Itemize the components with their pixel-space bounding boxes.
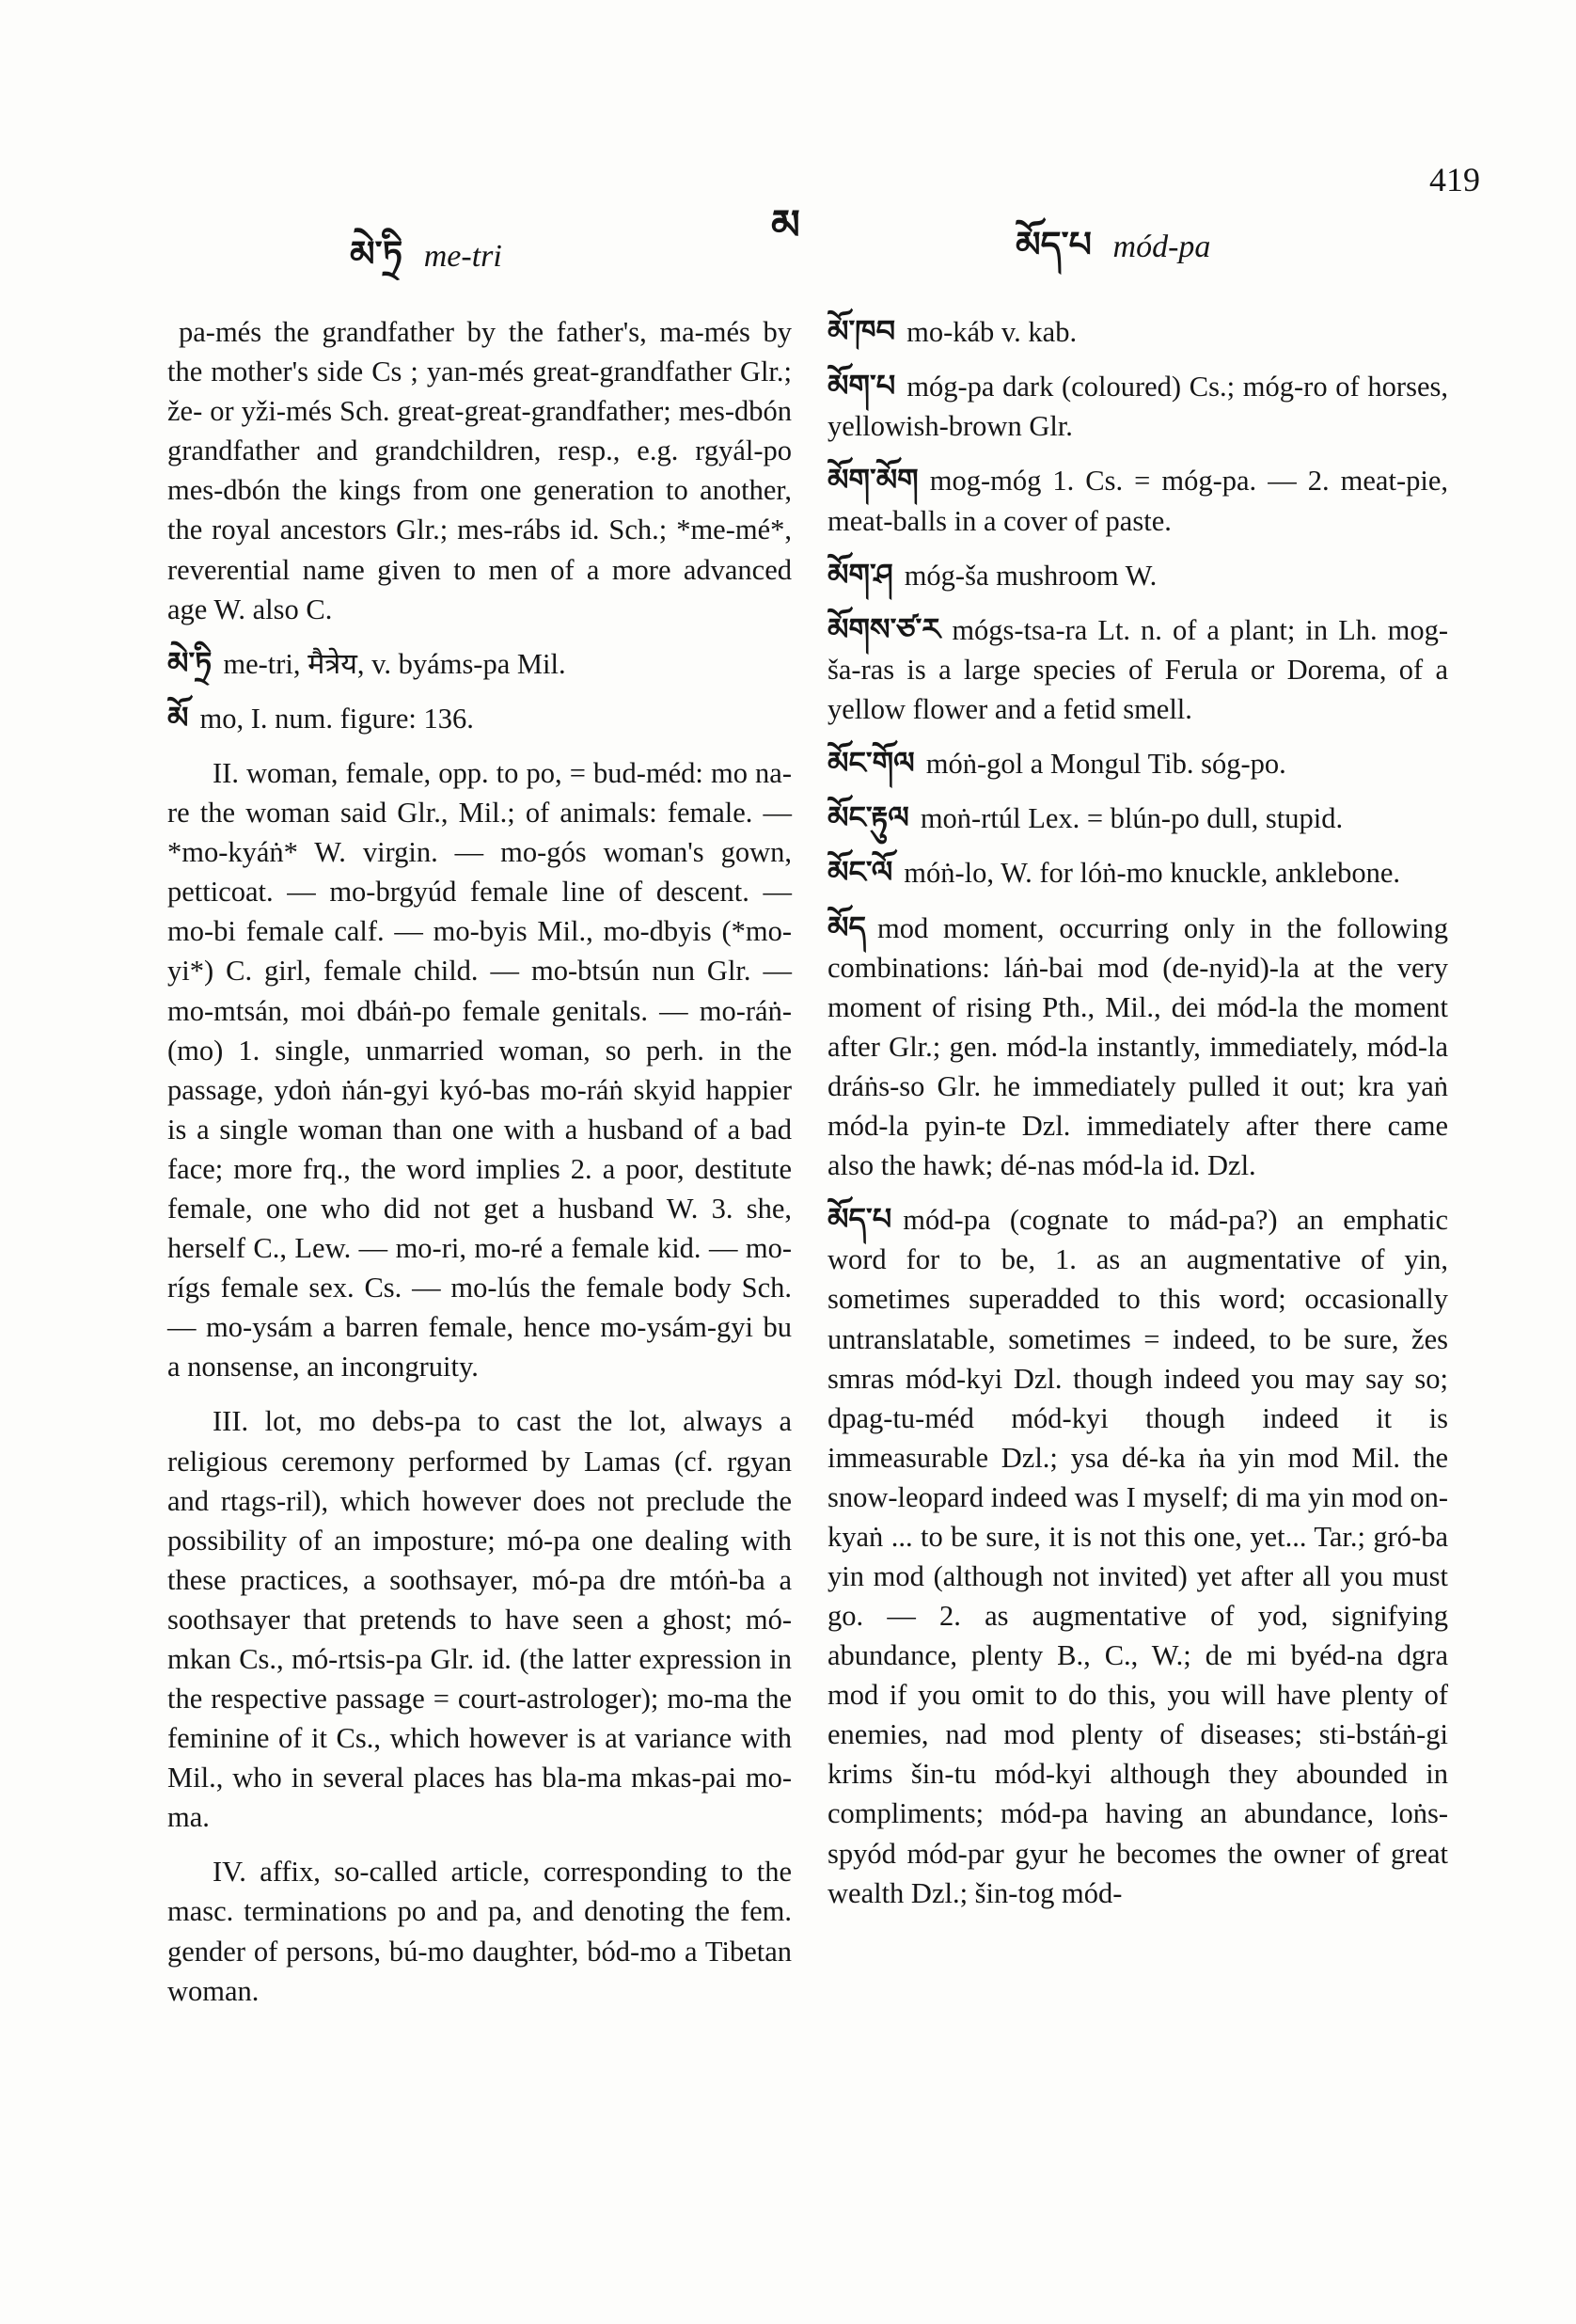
running-head-left <box>350 214 502 315</box>
entry-headword: མོག་ཤ <box>827 556 893 593</box>
entry-paragraph <box>827 907 1448 1186</box>
entry-paragraph <box>827 310 1448 352</box>
entry-text: III. lot, mo debs-pa to cast the lot, always a religious ceremony performed by Lamas (cf. rgyan and rtags-ril), which however does not preclude the possibility of an imposture; mó-pa one dealing with these practices, a soothsayer, mó-pa dre mtóṅ-ba a soothsayer that pretends to have seen a ghost; mó-mkan Cs., mó-rtsis-pa Glr. id. (the latter expression in the respective passage = court-astrologer); mo-ma the feminine of it Cs., which however is at variance with Mil., who in several places has bla-ma mkas-pai mo-ma. <box>167 1405 792 1834</box>
entry-text: mód-pa (cognate to mád-pa?) an emphatic word for to be, 1. as an augmentative of yin, sometimes superadded to this word; occasionally untranslatable, sometimes = indeed, to be sure, žes smras mód-kyi Dzl. though indeed you may say so; dpag-tu-méd mód-kyi though indeed it is immeasurable Dzl.; ysa dé-ka ṅa yin mod Mil. the snow-leopard indeed was I myself; di ma yin mod on-kyaṅ ... to be sure, it is not this one, yet... Tar.; gró-ba yin mod (although not invited) yet after all you must go. — 2. as augmentative of yod, signifying abundance, plenty B., C., W.; de mi byéd-na dgra mod if you omit to do this, you will have plenty of enemies, nad mod plenty of diseases; sti-bstáṅ-gi krims šin-tu mód-kyi although they abounded in compliments; mód-pa having an abundance, loṅs-spyód mód-par gyur he becomes the owner of great wealth Dzl.; šin-tog mód- <box>827 1204 1448 1909</box>
left-column <box>167 310 792 2024</box>
entry-text: mo, I. num. figure: 136. <box>199 702 474 735</box>
entry-paragraph <box>827 365 1448 446</box>
entry-text: mógs-tsa-ra Lt. n. of a plant; in Lh. mog-ša-ras is a large species of Ferula or Dorema, of a yellow flower and a fetid smell. <box>827 613 1448 726</box>
running-head-right-latin: mód-pa <box>1112 229 1211 264</box>
running-head-left-tibetan: མེ་ཏྲི <box>350 233 403 275</box>
entry-headword: མོ <box>167 699 189 735</box>
entry-paragraph <box>167 310 792 629</box>
entry-paragraph <box>167 1399 792 1837</box>
entry-paragraph <box>827 851 1448 893</box>
entry-paragraph <box>167 697 792 738</box>
entry-text: IV. affix, so-called article, corresponding to the masc. terminations po and pa, and denoting the fem. gender of persons, bú-mo daughter, bód-mo a Tibetan woman. <box>167 1856 792 2007</box>
entry-headword: མོ་ཁབ <box>827 313 896 349</box>
entry-paragraph <box>827 742 1448 783</box>
entry-headword: མོད་པ <box>827 1201 892 1238</box>
entry-text: móg-pa dark (coloured) Cs.; móg-ro of horses, yellowish-brown Glr. <box>827 371 1448 443</box>
running-head-left-latin: me-tri <box>423 239 502 274</box>
entry-text: mod moment, occurring only in the following combinations: láṅ-bai mod (de-nyid)-la at the very moment of rising Pth., Mil., dei mód-la the moment after Glr.; gen. mód-la instantly, immediately, mód-la dráṅs-so Glr. he immediately pulled it out; kra yaṅ mód-la pyin-te Dzl. immediately after there came also the hawk; dé-nas mód-la id. Dzl. <box>827 911 1448 1182</box>
running-head-right <box>1016 205 1210 306</box>
entry-headword: མོག་མོག <box>827 462 919 498</box>
entry-paragraph <box>167 642 792 684</box>
entry-text: me-tri, मैत्रेय, v. byáms-pa Mil. <box>223 647 566 680</box>
entry-paragraph <box>827 459 1448 540</box>
entry-paragraph <box>827 1198 1448 1912</box>
entry-text: moṅ-rtúl Lex. = blún-po dull, stupid. <box>920 802 1344 835</box>
entry-headword: མོང་གོལ <box>827 745 915 782</box>
entry-text: II. woman, female, opp. to po, = bud-méd: mo na-re the woman said Glr., Mil.; of animals: female. — *mo-kyáṅ* W. virgin. — mo-gós woman's gown, petticoat. — mo-brgyúd female line of descent. — mo-bi female calf. — mo-byis Mil., mo-dbyis (*mo-yi*) C. girl, female child. — mo-btsún nun Glr. — mo-mtsán, moi dbáṅ-po female genitals. — mo-ráṅ-(mo) 1. single, unmarried woman, so perh. in the passage, ydoṅ ṅán-gyi kyó-bas mo-ráṅ skyid happier is a single woman than one with a husband of a bad face; more frq., the word implies 2. a poor, destitute female, one who did not get a husband W. 3. she, herself C., Lew. — mo-ri, mo-ré a female kid. — mo-rígs female sex. Cs. — mo-lús the female body Sch. — mo-ysám a barren female, hence mo-ysám-gyi bu a nonsense, an incongruity. <box>167 757 792 1383</box>
entry-headword: མོག་པ <box>827 368 896 404</box>
entry-headword: མོང་རྟུལ <box>827 799 909 836</box>
entry-paragraph <box>167 1850 792 2010</box>
entry-headword: མོང་ལོ <box>827 854 893 891</box>
entry-headword: མེ་ཏྲི <box>167 644 213 681</box>
section-letter: མ <box>771 201 800 249</box>
entry-text: móṅ-lo, W. for lóṅ-mo knuckle, anklebone. <box>904 857 1400 890</box>
entry-headword: མོད <box>827 909 866 945</box>
entry-text: pa-més the grandfather by the father's, ma-més by the mother's side Cs ; yan-més great-grandfather Glr.; že- or yži-més Sch. great-great-grandfather; mes-dbón grandfather and grandchildren, resp., e.g. rgyál-po mes-dbón the kings from one generation to another, the royal ancestors Glr.; mes-rábs id. Sch.; *me-mé*, reverential name given to men of a more advanced age W. also C. <box>167 316 792 625</box>
running-head-right-tibetan: མོད་པ <box>1016 224 1093 265</box>
right-column <box>827 310 1448 1926</box>
entry-paragraph <box>827 554 1448 595</box>
entry-paragraph <box>827 797 1448 838</box>
page-number: 419 <box>1429 161 1480 198</box>
entry-paragraph <box>167 751 792 1386</box>
entry-text: móg-ša mushroom W. <box>904 559 1158 592</box>
entry-text: móṅ-gol a Mongul Tib. sóg-po. <box>925 748 1286 781</box>
entry-text: mo-káb v. kab. <box>906 316 1078 348</box>
entry-paragraph <box>827 609 1448 729</box>
entry-headword: མོགས་ཙ་ར <box>827 610 941 647</box>
entry-text: mog-móg 1. Cs. = móg-pa. — 2. meat-pie, meat-balls in a cover of paste. <box>827 465 1448 537</box>
